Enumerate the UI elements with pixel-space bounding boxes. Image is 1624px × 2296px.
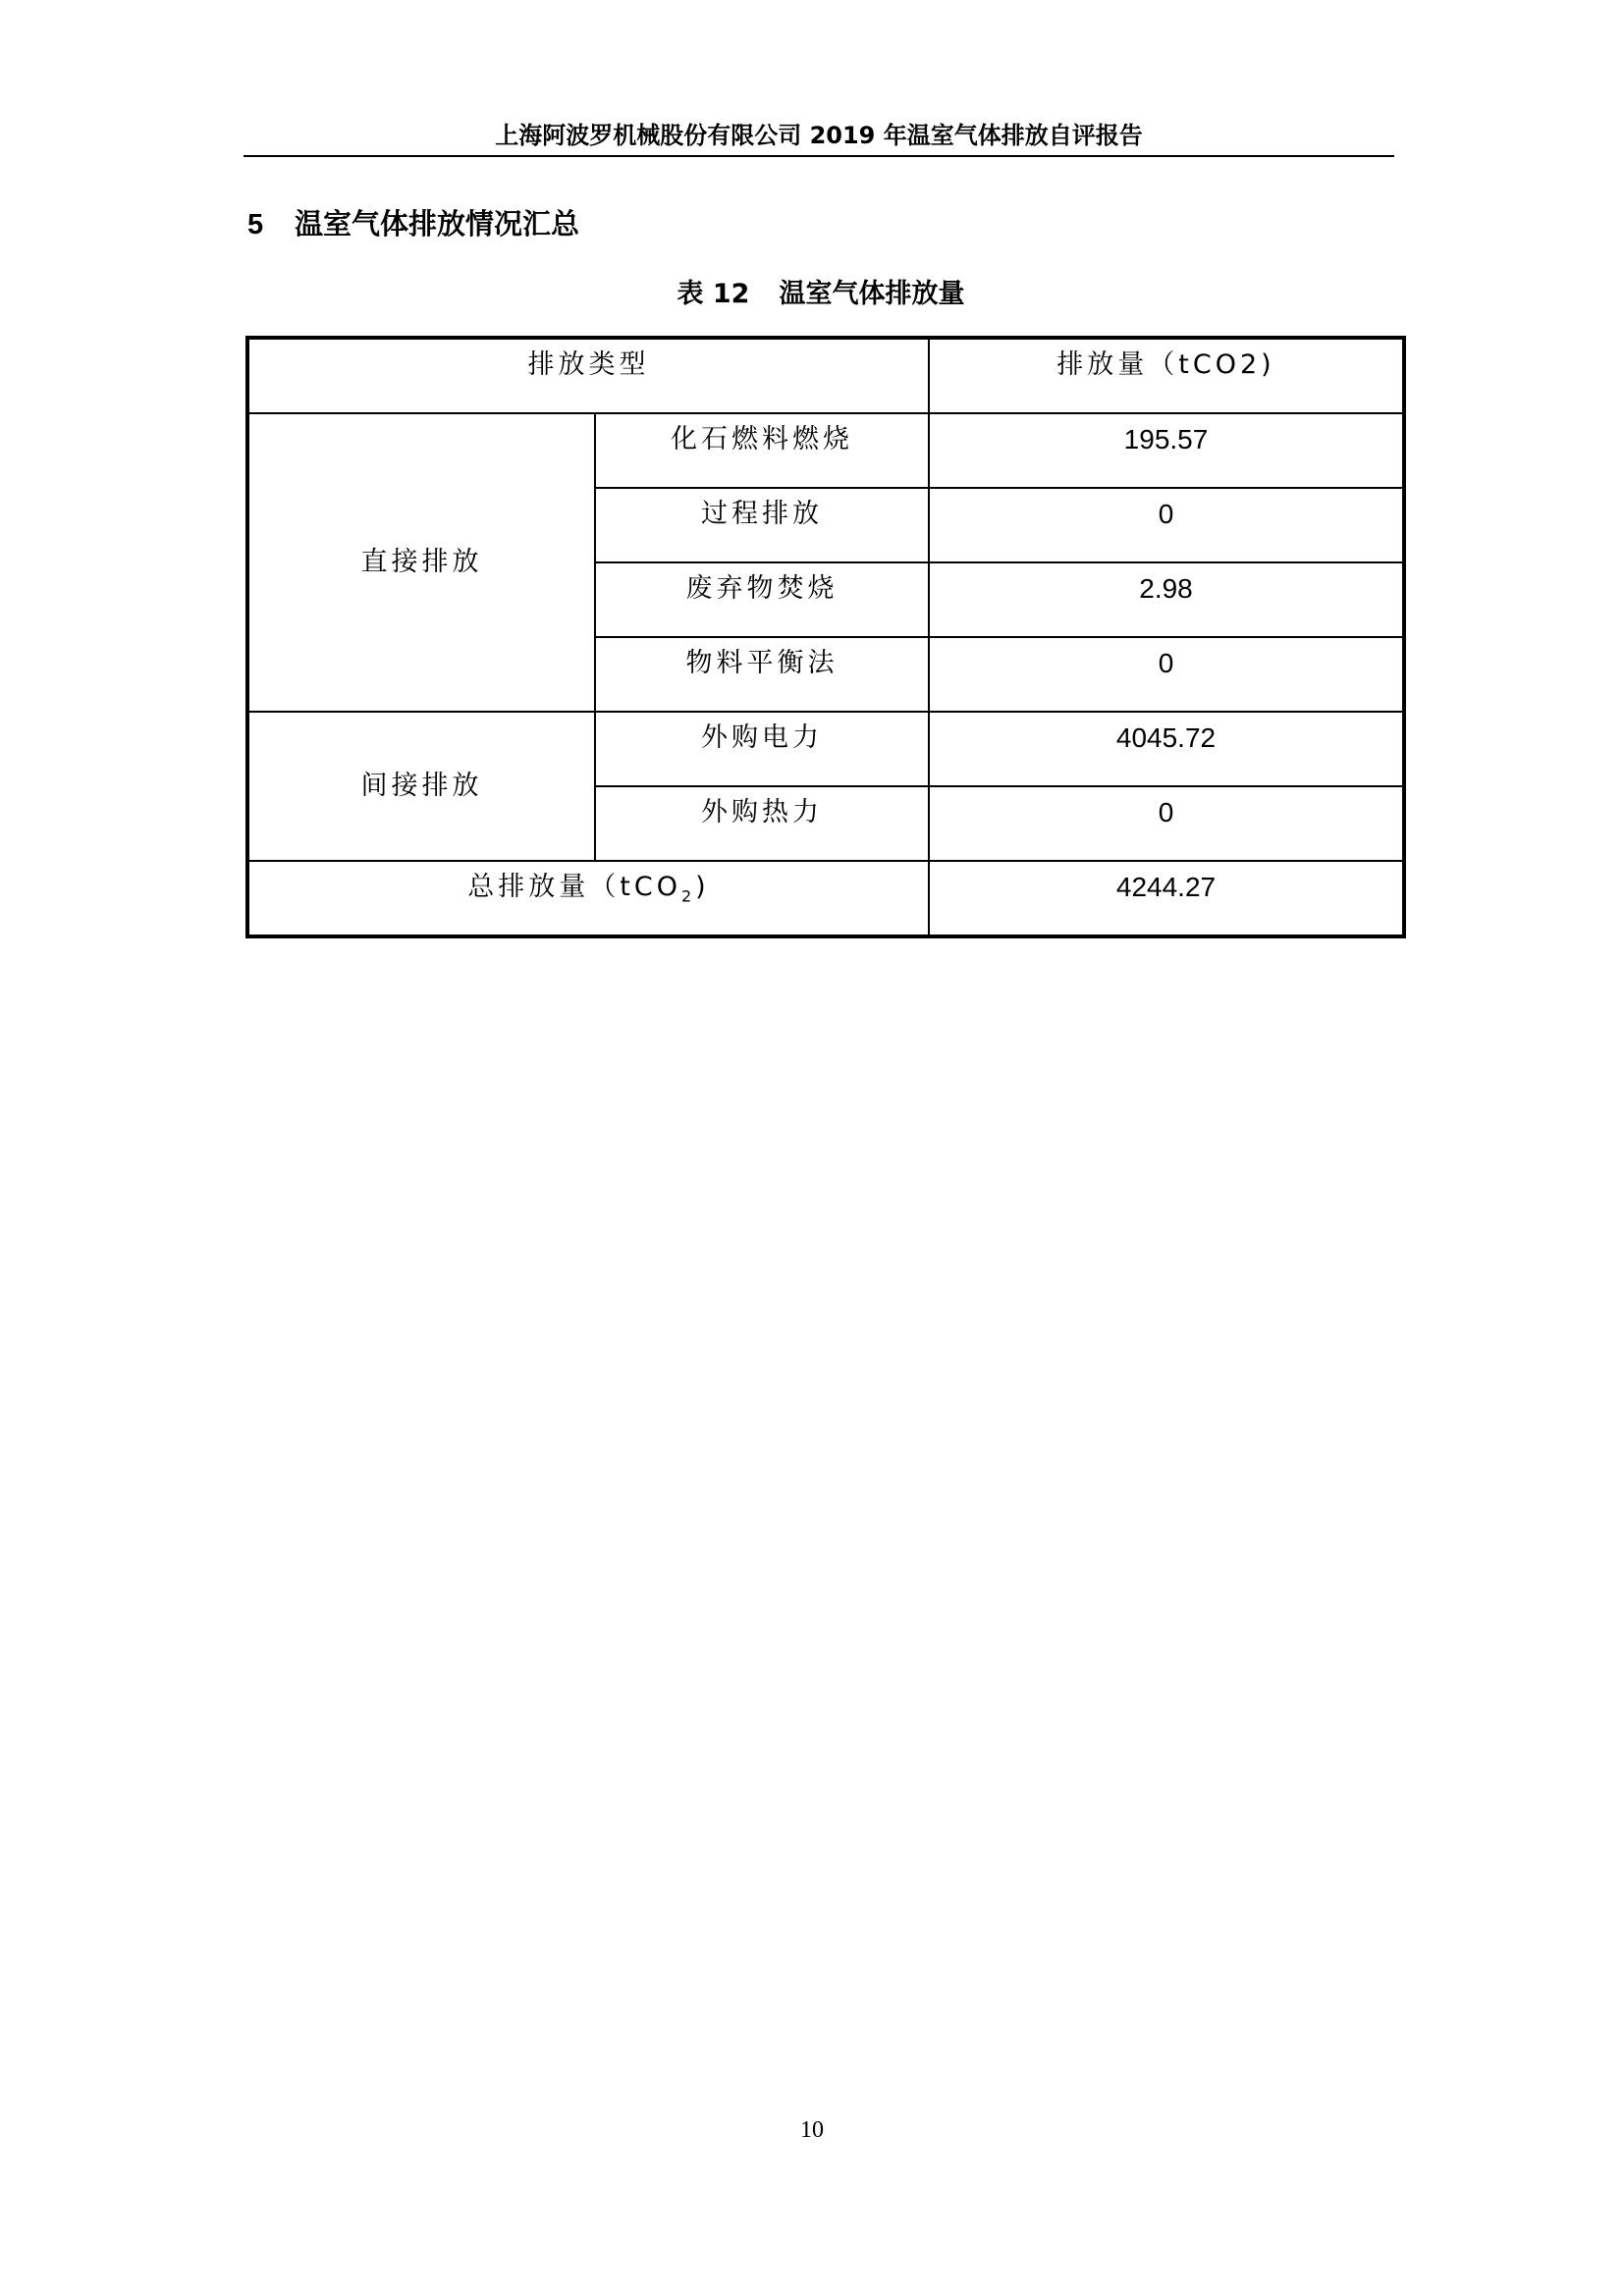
section-heading (247, 202, 579, 242)
column-header-type: 排放类型 (247, 338, 929, 413)
row-name: 外购热力 (595, 786, 929, 861)
emissions-table (245, 336, 1406, 938)
total-label-prefix: 总排放量（tCO (467, 872, 681, 902)
row-name: 外购电力 (595, 712, 929, 786)
header-rule (244, 155, 1394, 157)
section-title: 温室气体排放情况汇总 (295, 207, 580, 240)
total-value: 4244.27 (929, 861, 1404, 936)
table-total-row (247, 861, 1404, 936)
column-header-amount: 排放量（tCO2) (929, 338, 1404, 413)
total-label-suffix: ) (695, 872, 710, 902)
table-caption-title: 温室气体排放量 (779, 279, 965, 309)
row-name: 化石燃料燃烧 (595, 413, 929, 488)
table-caption-label: 表 12 (677, 279, 750, 309)
total-label-subscript: 2 (680, 886, 696, 906)
row-value: 4045.72 (929, 712, 1404, 786)
row-name: 废弃物焚烧 (595, 562, 929, 637)
category-indirect: 间接排放 (247, 712, 595, 861)
row-name: 过程排放 (595, 488, 929, 562)
total-label (247, 861, 929, 936)
page-number: 10 (800, 2117, 824, 2143)
running-header: 上海阿波罗机械股份有限公司 2019 年温室气体排放自评报告 (495, 122, 1143, 149)
row-value: 0 (929, 637, 1404, 712)
row-name: 物料平衡法 (595, 637, 929, 712)
row-value: 2.98 (929, 562, 1404, 637)
table-header-row (247, 338, 1404, 413)
section-number: 5 (247, 209, 264, 240)
table-caption (245, 272, 1396, 310)
category-direct: 直接排放 (247, 413, 595, 712)
row-value: 0 (929, 488, 1404, 562)
row-value: 0 (929, 786, 1404, 861)
row-value: 195.57 (929, 413, 1404, 488)
table-row (247, 712, 1404, 786)
table-row (247, 413, 1404, 488)
